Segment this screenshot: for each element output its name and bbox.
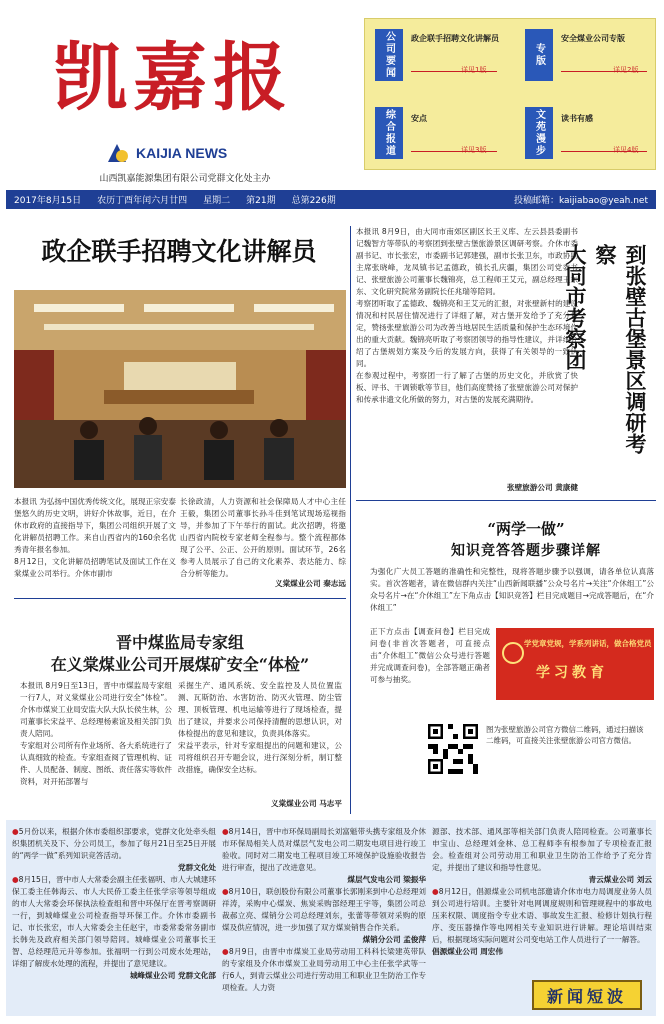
coal-article-signature: 义棠煤业公司 马志平: [271, 799, 342, 808]
quiz-body-continued: [370, 626, 490, 698]
kaijia-logo-icon: [108, 142, 130, 164]
main-headline: 政企联手招聘文化讲解员: [41, 237, 317, 266]
publisher-line: 山西凯嘉能源集团有限公司党群文化处主办: [99, 174, 271, 184]
main-article-col1: 本报讯 为弘扬中国优秀传统文化，展现正宗安泰堡悠久的历史文明，讲好介休故事，近日，在介休市政府的直接指导下，集团公司组织开展了文化讲解员招聘工作。来自山西省内的160余名优秀青年报名参加。 8月12日，文化讲解员招聘笔试及面试工作在义棠煤业公司举行。介休市副市: [14, 497, 176, 578]
coal-article-col1: 本报讯 8月9日至13日，晋中市煤监局专家组一行7人，对义棠煤业公司进行安全“体检”。介休市煤炭工业局安监大队大队长侯生林，公司董事长宋益平、总经理杨素谊及相关部门负责人陪同。 专家组对公司所有作业场所、各大系统进行了认真细致的检查。专家组查阅了管理机构、证件、人员配备、制度、图纸、责任落实等软件资料，对开拓部署与: [20, 681, 172, 786]
brief-signature: 煤层气发电公司 梁振华: [347, 875, 426, 884]
briefs-col2: [222, 826, 426, 994]
quiz-headline-line2: 知识竞答答题步骤详解: [451, 543, 601, 559]
brief-item: 源部、技术部、通风部等相关部门负责人陪同检查。公司董事长申宝山、总经理刘金林、总工程师李有根参加了专项检查汇报会。检查组对公司劳动用工和职业卫生防治工作给予了充分肯定，并提出了建议和指导性意见。: [432, 827, 652, 872]
datong-headline-line2: 大同市考察团: [563, 244, 588, 370]
page-guide: [364, 18, 656, 170]
brief-signature: 党群文化处: [178, 863, 216, 872]
quiz-headline-line1: “两学一做”: [487, 520, 565, 538]
total-issue: 总第226期: [291, 196, 336, 206]
coal-headline-line1: 晋中煤监局专家组: [115, 633, 244, 652]
wechat-qr-code[interactable]: [428, 724, 478, 774]
issue-number: 第21期: [246, 196, 276, 206]
issue-info-bar: [6, 190, 656, 209]
coal-article-col2: 采掘生产、通风系统、安全监控及人员位置监测、瓦斯防治、水害防治、防灭火管理、防尘管理、顶板管理、机电运输等进行了现场检查，提出了建议，并要求公司保持清醒的思想认识，对体检提出的意见和建议，负责具体落实。 宋益平表示，针对专家组提出的问题和建议，公司将组织召开专题会议，进行深刻分析，制订整改措施，确保安全达标。: [178, 681, 342, 774]
guide-page-ref[interactable]: 详见3版: [461, 146, 487, 154]
datong-article-body: 本报讯 8月9日，由大同市南郊区副区长王义库、左云县县委副书记魏智方等带队的考察团到张壁古堡旅游景区调研考察。介休市委副书记、市长张宏，市委副书记郭建强，副市长张卫东，市政协副主席张晓峰，龙凤镇书记孟德政，镇长孔庆疆，集团公司党委书记、张壁旅游公司董事长魏锦亮，总工程师王艾元，副总经理王东东、文化研究院常务副院长任兆瑞等陪同。 考察团听取了孟德政、魏锦亮和王艾元的汇报，对张壁新村的建设情况和村民居住情况进行了详细了解，对古堡开发给予了充分肯定，赞扬张壁旅游公司为改善当地居民生活质量和保护生态环境作出的重大贡献。魏锦亮听取了考察团领导的指导性建议，并详细介绍了古堡规划方案及今后的发展方向，获得了有关领导的一致认同。 在参观过程中，考察团一行了解了古堡的历史文化，并欣赏了快板、评书、干调锁歌等节目，他们高度赞扬了张壁旅游公司对保护和传承非遗文化所做的努力，对古堡的发展充满期待。: [356, 227, 578, 404]
briefs-col3: [432, 826, 652, 958]
news-briefs-title: 新闻短波: [546, 986, 627, 1006]
brief-signature: 煤销分公司 孟俊萍: [362, 935, 426, 944]
brand-name: KAIJIA NEWS: [136, 145, 228, 161]
guide-headline[interactable]: 读书有感: [561, 114, 593, 123]
guide-headline[interactable]: 安全煤业公司专版: [561, 34, 625, 43]
guide-page-ref[interactable]: 详见1版: [461, 66, 487, 74]
brief-signature: 倡源煤业公司 周宏伟: [432, 947, 503, 956]
brief-signature: 青云煤业公司 刘云: [588, 875, 652, 884]
guide-page-ref[interactable]: 详见2版: [613, 66, 639, 74]
brief-item: ●8月12日，倡源煤业公司机电部邀请介休市电力局调度业务人员到公司进行培训。主要针对电网调度规则和管理规程中的事故电压来权限、调度指令专业术语、事故发生汇报、检修计划执行程序、变压器操作等电网相关专业知识进行讲解。理论培训结束后，根据现场实际问题对公司变电站工作人员进行了一一解答。: [432, 887, 652, 944]
guide-headline[interactable]: 安点: [411, 114, 427, 123]
brief-item: ●8月10日，联创股份有限公司董事长郭刚来到中心总经理刘祥涛，采购中心煤炭、焦炭采购部经理王宇等，集团公司总裁郝立亮、煤销分公司总经理刘东，张蕾等带领对采购的原煤及供应情况，进一步加强了双方煤炭销售合作关系。: [222, 887, 426, 932]
qr-caption: 图为张壁旅游公司官方微信二维码，通过扫描该二维码，可直接关注张壁旅游公司官方微信。: [486, 725, 644, 745]
brief-signature: 城峰煤业公司 党群文化部: [129, 971, 216, 980]
datong-article-signature: 张壁旅游公司 黄康健: [507, 483, 578, 492]
guide-box-literature: 文苑漫步: [525, 107, 553, 159]
main-article-col2: 长徐政清，人力资源和社会保障局人才中心主任王毅，集团公司董事长孙斗佳到笔试现场巡视指导，并参加了下午举行的面试。此次招聘，将邀山西省内院校专家老师全程参与。整个流程都体现了公平、公正、公开的原则。面试环节，26名参考人员展示了自己的文化素养、表达能力、综合分析等能力。: [180, 497, 346, 578]
main-article-signature: 义棠煤业公司 秦志远: [275, 579, 346, 588]
guide-headline[interactable]: 政企联手招聘文化讲解员: [411, 34, 499, 43]
quiz-body-rest: 正下方点击【调查问卷】栏目完成问卷(非首次答题者，可直接点击“介休组工”微信公众号进行答题并完成调查问卷)，全部答题正确者可参与抽奖。: [370, 627, 490, 684]
brief-item: ●8月15日，晋中市人大常委会副主任张福明、市人大城建环保工委主任韩海云、市人大民侨工委主任张学宗等领导组成的市人大常委会环保执法检查组和晋中环保厅在晋考察调研一行，到城峰煤业公司检查指导环保工作。介休市委副书记、市长张宏，市人大常委会主任赵宇，市委常委常务副市长韩先及政府相关部门领导陪同。城峰煤业公司董事长王智、总经理范元升等参加。张福明一行到公司废水处理站，详细了解废水处理的流程，并提出了意见建议。: [12, 875, 216, 968]
conference-photo: [14, 290, 346, 488]
news-briefs-badge: [532, 980, 642, 1010]
study-title: 学习教育: [536, 665, 608, 681]
datong-headline-line1: 到张壁古堡景区调研考察: [593, 244, 648, 454]
brief-item: ●8月9日，由晋中市煤炭工业局劳动用工科科长梁建英带队的专家组及介休市煤炭工业局劳动用工中心主任张学武等一行6人，到青云煤业公司进行劳动用工和职业卫生防治工作专项检查。人力资: [222, 947, 426, 992]
datong-headline: [563, 244, 650, 462]
lunar-date: 农历丁酉年闰六月廿四: [97, 196, 188, 206]
brief-item: ●8月14日，晋中市环保局副局长刘富魁带头携专家组及介休市环保局相关人员对煤层气发电公司二期发电项目进行竣工验收。同时对二期发电工程项目竣工环境保护设施验收报告进行审查，提出了改进意见。: [222, 827, 426, 872]
coal-headline-line2: 在义棠煤业公司开展煤矿安全“体检”: [50, 655, 310, 674]
submission-email[interactable]: 投稿邮箱：kaijiabao@yeah.net: [513, 196, 648, 206]
quiz-body-top: 为强化广大员工答题的准确性和完整性，现将答题步骤予以强调，请各单位认真落实。首次答题者，请在微信群内关注“山西新闻联播”公众号名片→关注“介休组工”公众号名片→在“介休组工”左下角点击【知识竞答】栏目完成题目→完成答题后，在“介休组工”: [370, 567, 654, 612]
guide-box-special: 专版: [525, 29, 553, 81]
weekday: 星期二: [203, 196, 231, 206]
guide-page-ref[interactable]: 详见4版: [613, 146, 639, 154]
masthead-logo: 凯嘉报: [53, 35, 293, 121]
study-slogan: 学党章党规，学系列讲话，做合格党员: [524, 639, 652, 648]
party-emblem-icon: [502, 642, 524, 664]
brief-item: ●5月份以来，根据介休市委组织部要求，党群文化处牵头组织集团机关及下、分公司员工，参加了每月21日至25日开展的“两学一做”系列知识竞答活动。: [12, 827, 216, 860]
study-education-banner: [496, 628, 654, 700]
briefs-col1: [12, 826, 216, 982]
guide-box-reports: 综合报道: [375, 107, 403, 159]
brand-row: [108, 140, 268, 166]
issue-date: 2017年8月15日: [14, 196, 82, 206]
guide-box-company-news: 公司要闻: [375, 29, 403, 81]
